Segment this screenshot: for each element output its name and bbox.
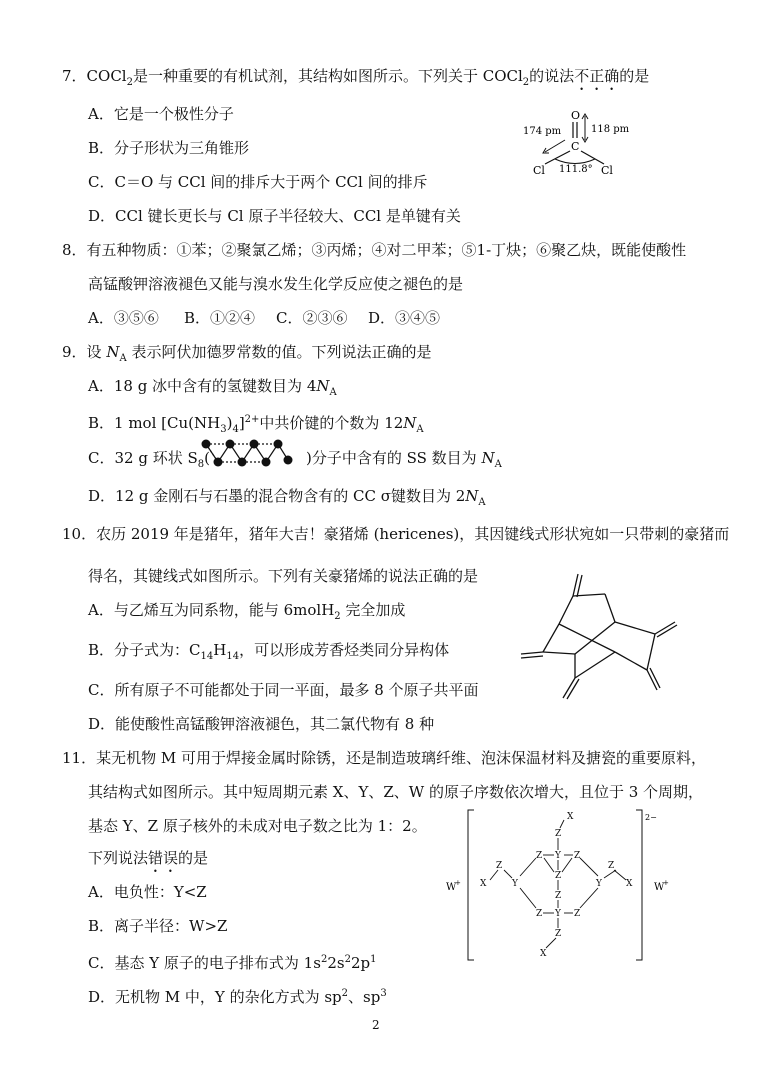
svg-text:+: + bbox=[663, 879, 669, 887]
s8-ring-figure bbox=[196, 436, 296, 472]
w-cation-right: W bbox=[654, 882, 665, 893]
q10-stem-line2: 得名，其键线式如图所示。下列有关豪猪烯的说法正确的是 bbox=[88, 567, 479, 585]
anion-charge: 2− bbox=[645, 813, 657, 822]
q8-stem-line2: 高锰酸钾溶液褪色又能与溴水发生化学反应使之褪色的是 bbox=[88, 275, 464, 293]
cocl2-structure-figure bbox=[515, 106, 645, 176]
svg-text:X: X bbox=[540, 949, 547, 959]
svg-text:Y: Y bbox=[596, 879, 602, 889]
q8-option-d: D．③④⑤ bbox=[368, 309, 441, 327]
w-cation-left: W bbox=[446, 882, 457, 893]
svg-text:Z: Z bbox=[574, 851, 581, 861]
q11-option-d: D．无机物 M 中，Y 的杂化方式为 $sp^2$、$sp^3$ bbox=[88, 988, 387, 1006]
q11-stem-line2: 其结构式如图所示。其中短周期元素 X、Y、Z、W 的原子序数依次增大，且位于 3 个周期， bbox=[88, 783, 704, 801]
hericenes-structure-figure bbox=[515, 566, 690, 706]
emphasis-text: 不正确 bbox=[574, 67, 620, 85]
q11-option-a: A．电负性：Y<Z bbox=[88, 883, 207, 901]
ccl-bond-length: 174 pm bbox=[523, 126, 562, 137]
q10-option-b: B．分子式为：$C_{14}H_{14}$，可以形成芳香烃类同分异构体 bbox=[88, 641, 450, 662]
svg-text:Z: Z bbox=[555, 891, 562, 901]
o-atom-label: O bbox=[571, 109, 581, 122]
svg-text:Z: Z bbox=[496, 861, 503, 871]
q7-option-c: C．C＝O 与 CCl 间的排斥大于两个 CCl 间的排斥 bbox=[88, 173, 428, 191]
q10-option-d: D．能使酸性高锰酸钾溶液褪色，其二氯代物有 8 种 bbox=[88, 715, 435, 733]
svg-text:Z: Z bbox=[536, 851, 543, 861]
q9-option-c: C．32 g 环状 $S_8$( )分子中含有的 SS 数目为 $N_A$ bbox=[88, 449, 502, 470]
bond-angle-label: 111.8° bbox=[559, 164, 593, 175]
q11-option-c: C．基态 Y 原子的电子排布式为 $1s^22s^22p^1$ bbox=[88, 954, 377, 972]
compound-m-structure-figure bbox=[440, 806, 700, 976]
q9-option-d: D．12 g 金刚石与石墨的混合物含有的 CC σ键数目为 $2N_A$ bbox=[88, 487, 486, 508]
svg-text:Y: Y bbox=[512, 879, 518, 889]
svg-text:X: X bbox=[480, 879, 487, 889]
q10-option-c: C．所有原子不可能都处于同一平面，最多 8 个原子共平面 bbox=[88, 681, 479, 699]
svg-text:Z: Z bbox=[536, 909, 543, 919]
q11-stem-line4: 下列说法错误的是 bbox=[88, 849, 209, 867]
q7-option-b: B．分子形状为三角锥形 bbox=[88, 139, 250, 157]
q7-option-d: D．CCl 键长更长与 Cl 原子半径较大、CCl 是单键有关 bbox=[88, 207, 461, 225]
svg-text:X: X bbox=[626, 879, 633, 889]
q11-option-b: B．离子半径：W>Z bbox=[88, 917, 228, 935]
svg-text:X: X bbox=[567, 812, 574, 822]
q10-stem-line1: 10．农历 2019 年是猪年，猪年大吉！豪猪烯 (hericenes)，其因键线式形状宛如一只带刺的豪猪而 bbox=[62, 525, 730, 543]
page-number: 2 bbox=[372, 1018, 380, 1032]
c-atom-label: C bbox=[571, 140, 580, 153]
svg-text:Z: Z bbox=[574, 909, 581, 919]
q7-option-a: A．它是一个极性分子 bbox=[88, 105, 234, 123]
svg-text:Y: Y bbox=[555, 909, 561, 919]
q7-stem: 7．COCl$_2$是一种重要的有机试剂，其结构如图所示。下列关于 COCl$_2$的说法不正确的是 bbox=[62, 67, 650, 88]
emphasis-text: 错误 bbox=[148, 849, 179, 867]
svg-text:Y: Y bbox=[555, 851, 561, 861]
svg-text:Z: Z bbox=[608, 861, 615, 871]
cl-atom-label-left: Cl bbox=[533, 164, 545, 176]
q9-stem: 9．设 $N_A$ 表示阿伏加德罗常数的值。下列说法正确的是 bbox=[62, 343, 432, 364]
q9-option-b: B．1 mol $[Cu(NH_3)_4]^{2+}$中共价键的个数为 $12N_A$ bbox=[88, 414, 424, 435]
q8-option-a: A．③⑤⑥ bbox=[88, 309, 159, 327]
q10-option-a: A．与乙烯互为同系物，能与 6molH$_2$ 完全加成 bbox=[88, 601, 406, 622]
q8-option-b: B．①②④ bbox=[184, 309, 256, 327]
svg-text:Z: Z bbox=[555, 829, 562, 839]
q8-stem-line1: 8．有五种物质：①苯；②聚氯乙烯；③丙烯；④对二甲苯；⑤1-丁炔；⑥聚乙炔，既能使酸性 bbox=[62, 241, 687, 259]
svg-text:Z: Z bbox=[555, 871, 562, 881]
svg-text:+: + bbox=[455, 879, 461, 887]
q11-stem-line1: 11．某无机物 M 可用于焊接金属时除锈，还是制造玻璃纤维、泡沫保温材料及搪瓷的重要原料， bbox=[62, 749, 706, 767]
co-bond-length: 118 pm bbox=[591, 124, 630, 135]
cl-atom-label-right: Cl bbox=[601, 164, 613, 176]
q8-option-c: C．②③⑥ bbox=[276, 309, 348, 327]
q11-stem-line3: 基态 Y、Z 原子核外的未成对电子数之比为 1：2。 bbox=[88, 817, 427, 835]
svg-text:Z: Z bbox=[555, 929, 562, 939]
q9-option-a: A．18 g 冰中含有的氢键数目为 $4N_A$ bbox=[88, 377, 337, 398]
